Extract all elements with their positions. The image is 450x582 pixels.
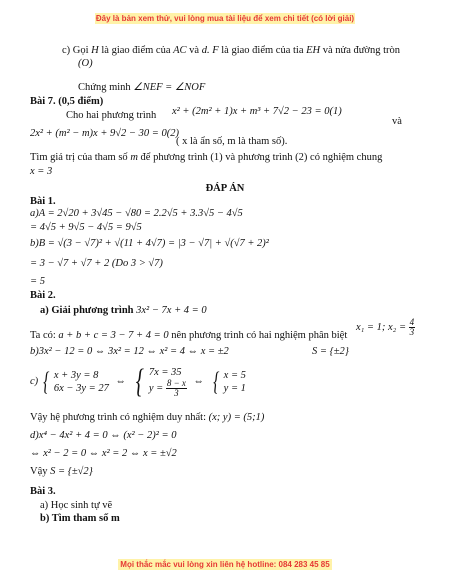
answer-title: ĐÁP ÁN (205, 183, 245, 194)
bai1-b-line2: = 3 − √7 + √7 + 2 (Do 3 > √7) (30, 258, 163, 269)
bai1-a-line2: = 4√5 + 9√5 − 4√5 = 9√5 (30, 222, 142, 233)
bai2-b-line: b)3x² − 12 = 0 ⇔ 3x² = 12 ⇔ x² = 4 ⇔ x = ±2 (30, 346, 229, 357)
bai7-note: ( x là ẩn số, m là tham số). (176, 136, 288, 147)
bai7-line1: Cho hai phương trình (66, 110, 157, 121)
bai7-equation-2: 2x² + (m² − m)x + 9√2 − 30 = 0(2) (30, 128, 179, 139)
angle-equation: ∠NEF = ∠NOF (133, 82, 206, 93)
system-solution: (x; y) = (5;1) (208, 412, 265, 423)
bai2-conclusion: Vậy hệ phương trình có nghiệm duy nhất: (x; y) = (5;1) (30, 412, 265, 423)
bai2-d-line1: d)x⁴ − 4x² + 4 = 0 ⇔ (x² − 2)² = 0 (30, 430, 177, 441)
system-3: x = 5 y = 1 (223, 370, 246, 394)
bai1-b-line3: = 5 (30, 276, 45, 287)
roots-fraction: $\frac{4}{3}$ (409, 317, 415, 337)
bai2-d-line2: ⇔ x² − 2 = 0 ⇔ x² = 2 ⇔ x = ±√2 (30, 448, 177, 459)
bai3-a: a) Học sinh tự vẽ (40, 500, 113, 511)
bai2-b-set: S = {±2} (312, 346, 349, 357)
bai2-d-line3: Vậy S = {±√2} (30, 466, 93, 477)
part-c-line: c) Gọi H là giao điểm của AC và d. F là giao điểm của tia EH và nửa đường tròn (62, 45, 401, 56)
bai7-title: Bài 7. (0,5 điểm) (30, 96, 104, 107)
system-1: x + 3y = 8 6x − 3y = 27 (53, 370, 109, 394)
bai2-title: Bài 2. (30, 290, 56, 301)
bai2-a-line: a) Giải phương trình 3x² − 7x + 4 = 0 (40, 305, 207, 316)
bai2-roots: x₁ = 1; x₂ = $\frac{4}{3}$ (356, 317, 415, 337)
bai1-title: Bài 1. (30, 196, 56, 207)
bai3-b: b) Tìm tham số m (40, 513, 120, 524)
system-2: 7x = 35 y = $\frac{8 - x}{3}$ (148, 367, 186, 398)
bai1-a-line1: a)A = 2√20 + 3√45 − √80 = 2.2√5 + 3.3√5 − 4√5 (30, 208, 243, 219)
bai7-x-value: x = 3 (30, 166, 53, 177)
bai2-c-systems: c) { x + 3y = 8 6x − 3y = 27 ⇔ { 7x = 35 y = $\frac{8 - x}{3}$ ⇔ { x = 5 y = 1 (30, 363, 246, 400)
bai2-a-taco: Ta có: a + b + c = 3 − 7 + 4 = 0 nên phương trình có hai nghiệm phân biệt (30, 330, 348, 341)
prove-line: Chứng minh ∠NEF = ∠NOF (78, 82, 206, 93)
hotline-banner: Mọi thắc mắc vui lòng xin liên hệ hotline: 084 283 45 85 (118, 559, 332, 570)
bai7-question: Tìm giá trị của tham số m để phương trình (1) và phương trình (2) có nghiệm chung (30, 152, 383, 163)
bai7-equation-1: x² + (2m² + 1)x + m³ + 7√2 − 23 = 0(1) (172, 106, 342, 117)
bai1-b-line1: b)B = √(3 − √7)² + √(11 + 4√7) = |3 − √7| + √(√7 + 2)² (30, 238, 269, 249)
bai7-and: và (392, 116, 402, 127)
semicircle-o: (O) (78, 58, 93, 69)
preview-notice-banner: Đây là bản xem thử, vui lòng mua tài liệu để xem chi tiết (có lời giải) (95, 14, 355, 23)
bai3-title: Bài 3. (30, 486, 56, 497)
part-c-label: c) (62, 45, 71, 56)
